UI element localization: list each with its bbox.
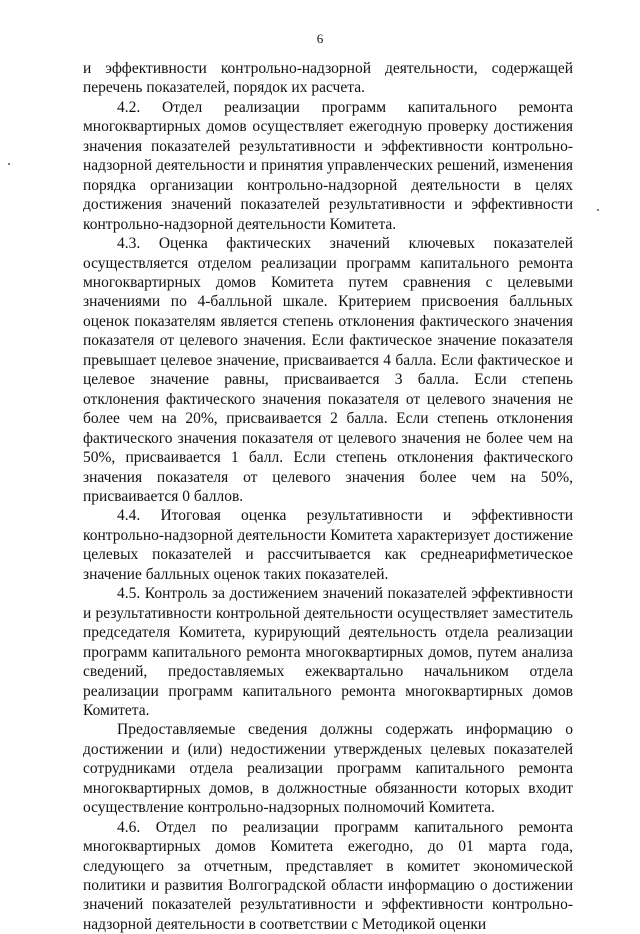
scan-speck — [8, 163, 10, 165]
paragraph-4-2: 4.2. Отдел реализации программ капитального ремонта многоквартирных домов осуществляет ежегодную проверку достижения значения показателей результативности и эффективности контрольно-надзорной деятельности и принятия управленческих решений, изменения порядка организации контрольно-надзорной деятельности в целях достижения значений показателей результативности и эффективности контрольно-надзорной деятельности Комитета. — [83, 98, 573, 233]
paragraph-4-4: 4.4. Итоговая оценка результативности и эффективности контрольно-надзорной деятельности Комитета характеризует достижение целевых показателей и рассчитывается как среднеарифметическое значение балльных оценок таких показателей. — [83, 507, 573, 583]
document-body — [83, 59, 573, 934]
paragraph-information-content: Предоставляемые сведения должны содержать информацию о достижении и (или) недостижении утвержденых целевых показателей сотрудниками отдела реализации программ капитального ремонта многоквартирных домов, в должностные обязанности которых входит осуществление контрольно-надзорных полномочий Комитета. — [83, 721, 573, 817]
scan-speck — [597, 209, 599, 211]
paragraph-4-6: 4.6. Отдел по реализации программ капитального ремонта многоквартирных домов Комитета ежегодно, до 01 марта года, следующего за отчетным, представляет в комитет экономической политики и развития Волгоградской области информацию о достижении значений показателей результативности и эффективности контрольно-надзорной деятельности в соответствии с Методикой оценки — [83, 818, 573, 933]
paragraph-4-5: 4.5. Контроль за достижением значений показателей эффективности и результативности контрольной деятельности осуществляет заместитель председателя Комитета, курирующий деятельность отдела реализации программ капитального ремонта многоквартирных домов, путем анализа сведений, предоставляемых ежеквартально начальником отдела реализации программ капитального ремонта многоквартирных домов Комитета. — [83, 585, 573, 719]
page-number: 6 — [316, 31, 324, 46]
paragraph-continuation: и эффективности контрольно-надзорной деятельности, содержащей перечень показателей, порядок их расчета. — [83, 60, 573, 97]
paragraph-4-3: 4.3. Оценка фактических значений ключевых показателей осуществляется отделом реализации программ капитального ремонта многоквартирных домов Комитета путем сравнения с целевыми значениями по 4-балльной шкале. Критерием присвоения балльных оценок показателям является степень отклонения фактического значения показателя от целевого значения. Если фактическое значение показателя превышает целевое значение, присваивается 4 балла. Если фактическое и целевое значение равны, присваивается 3 балла. Если степень отклонения фактического значения показателя от целевого значения не более чем на 20%, присваивается 2 балла. Если степень отклонения фактического значения показателя от целевого значения не более чем на 50%, присваивается 1 балл. Если степень отклонения фактического значения показателя от целевого значения более чем на 50%, присваивается 0 баллов. — [83, 235, 573, 505]
